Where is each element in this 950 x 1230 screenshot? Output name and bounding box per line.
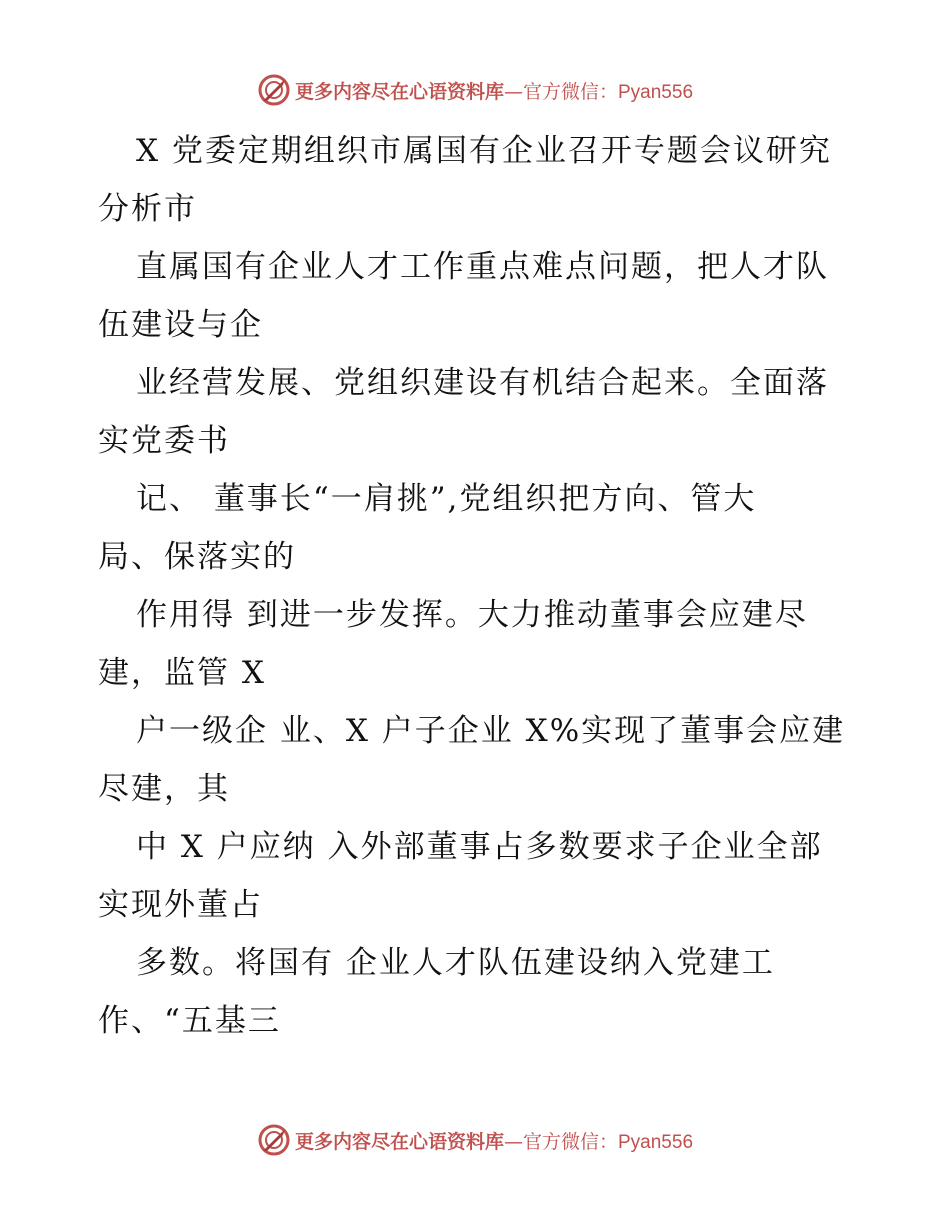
pen-logo-icon bbox=[257, 1123, 291, 1157]
text-line: 多数。将国有 企业人才队伍建设纳入党建工 bbox=[136, 945, 775, 981]
text-line: 分析市 bbox=[98, 191, 197, 227]
text-line: 作用得 到进一步发挥。大力推动董事会应建尽 bbox=[136, 597, 808, 633]
text-line: 作、“五基三 bbox=[98, 1003, 281, 1039]
pen-logo-icon bbox=[257, 73, 291, 107]
banner-dash: — bbox=[503, 80, 523, 103]
text-line: X 党委定期组织市属国有企业召开专题会议研究 bbox=[136, 133, 832, 169]
banner-main-text: 更多内容尽在心语资料库 bbox=[294, 80, 504, 103]
text-line: 局、保落实的 bbox=[98, 539, 296, 575]
banner-main-text: 更多内容尽在心语资料库 bbox=[294, 1130, 504, 1153]
document-body bbox=[98, 122, 858, 1050]
text-line: 业经营发展、党组织建设有机结合起来。全面落 bbox=[136, 365, 829, 401]
banner-official-label: 官方微信： bbox=[522, 80, 618, 103]
text-line: 中 X 户应纳 入外部董事占多数要求子企业全部 bbox=[136, 829, 823, 865]
banner-wechat-id: Pyan556 bbox=[618, 1131, 694, 1153]
text-line: 户一级企 业、X 户子企业 X%实现了董事会应建 bbox=[136, 713, 846, 749]
banner-wechat-id: Pyan556 bbox=[618, 81, 694, 103]
text-line: 建，监管 X bbox=[98, 655, 266, 691]
banner-text bbox=[295, 77, 693, 104]
banner-official-label: 官方微信： bbox=[522, 1130, 618, 1153]
text-line: 实现外董占 bbox=[98, 887, 263, 923]
footer-banner bbox=[0, 1120, 950, 1160]
text-line: 实党委书 bbox=[98, 423, 230, 459]
text-line: 记、 董事长“一肩挑”,党组织把方向、管大 bbox=[136, 481, 757, 517]
text-line: 伍建设与企 bbox=[98, 307, 263, 343]
text-line: 直属国有企业人才工作重点难点问题，把人才队 bbox=[136, 249, 829, 285]
banner-dash: — bbox=[503, 1130, 523, 1153]
text-line: 尽建，其 bbox=[98, 771, 230, 807]
banner-text bbox=[295, 1127, 693, 1154]
header-banner bbox=[0, 70, 950, 110]
